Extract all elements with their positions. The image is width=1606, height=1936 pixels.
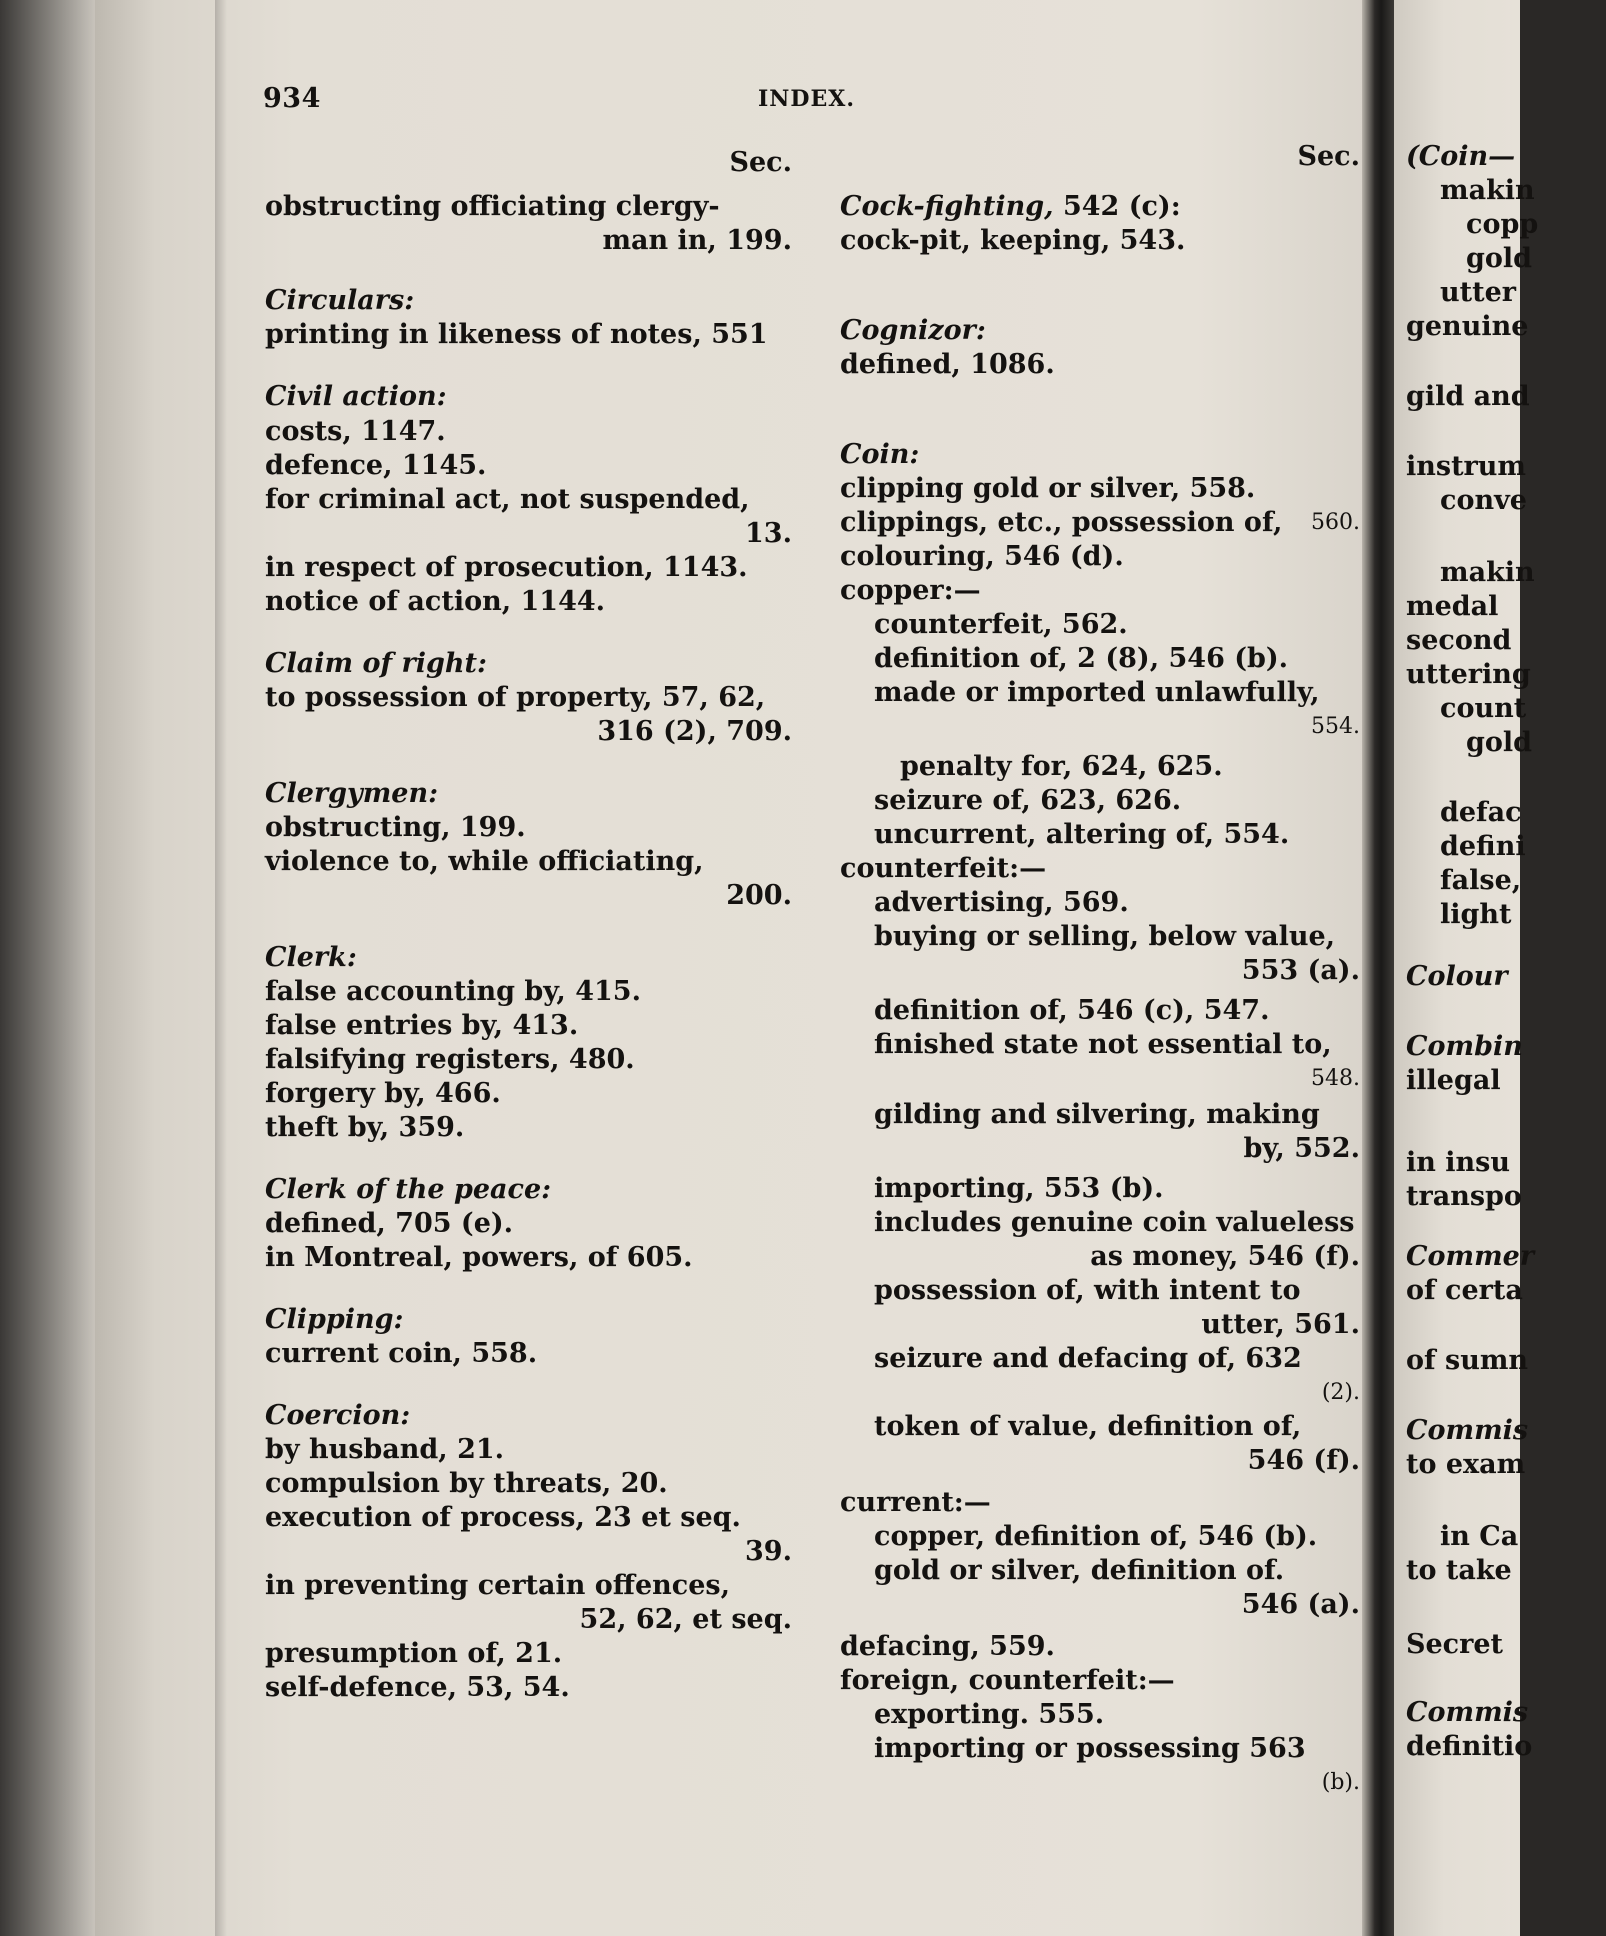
index-entry: obstructing officiating clergy-: [265, 191, 720, 222]
index-entry: exporting. 555.: [874, 1699, 1105, 1730]
index-heading: [1406, 1240, 1534, 1274]
index-entry: 548.: [1311, 1066, 1360, 1091]
index-heading-label: Colour: [1406, 961, 1508, 992]
index-heading: [265, 1173, 551, 1207]
book-spine-shadow: [0, 0, 100, 1936]
index-heading: [265, 647, 487, 681]
index-entry: defac: [1440, 797, 1522, 828]
index-entry: by husband, 21.: [265, 1434, 505, 1465]
index-heading-label: Commis: [1406, 1697, 1529, 1728]
index-entry: made or imported unlawfully,: [874, 677, 1320, 708]
index-entry: medal: [1406, 591, 1499, 622]
index-entry: in Montreal, powers, of 605.: [265, 1242, 693, 1273]
index-heading-label: Clipping:: [265, 1304, 404, 1335]
index-entry: 553 (a).: [1241, 955, 1360, 986]
index-entry: copp: [1466, 209, 1539, 240]
index-heading: [1406, 1030, 1523, 1064]
index-heading-label: Clerk of the peace:: [265, 1174, 552, 1205]
index-entry: copper, definition of, 546 (b).: [874, 1521, 1318, 1552]
index-heading: [1406, 960, 1508, 994]
index-entry: false accounting by, 415.: [265, 976, 641, 1007]
index-entry: importing or possessing 563: [874, 1733, 1306, 1764]
index-heading-label: Clergymen:: [265, 778, 439, 809]
index-entry: 554.: [1311, 714, 1360, 739]
book-gutter: [1362, 0, 1394, 1936]
index-entry: count: [1440, 693, 1527, 724]
sec-label: Sec.: [729, 147, 792, 178]
index-entry: in preventing certain offences,: [265, 1570, 730, 1601]
index-heading-label: Combin: [1406, 1031, 1523, 1062]
index-entry: 13.: [745, 518, 792, 549]
index-entry: as money, 546 (f).: [1090, 1241, 1360, 1272]
index-entry: light: [1440, 899, 1512, 930]
index-entry: second: [1406, 625, 1512, 656]
index-entry: compulsion by threats, 20.: [265, 1468, 668, 1499]
index-entry: gold or silver, definition of.: [874, 1555, 1285, 1586]
index-entry: definition of, 546 (c), 547.: [874, 995, 1270, 1026]
index-entry: 546 (a).: [1241, 1589, 1360, 1620]
index-entry: execution of process, 23 et seq.: [265, 1502, 741, 1533]
index-heading: [840, 190, 1181, 224]
index-entry: seizure of, 623, 626.: [874, 785, 1182, 816]
running-head: INDEX.: [758, 86, 855, 112]
index-entry: theft by, 359.: [265, 1112, 465, 1143]
index-entry: advertising, 569.: [874, 887, 1129, 918]
index-entry: 39.: [745, 1536, 792, 1567]
index-entry: counterfeit, 562.: [874, 609, 1128, 640]
index-entry: definitio: [1406, 1731, 1533, 1762]
index-heading: [265, 941, 357, 975]
index-entry: to possession of property, 57, 62,: [265, 682, 766, 713]
index-entry: current coin, 558.: [265, 1338, 538, 1369]
index-entry: false entries by, 413.: [265, 1010, 579, 1041]
index-heading: [1406, 140, 1515, 174]
index-heading-label: Circulars:: [265, 285, 415, 316]
index-entry: uncurrent, altering of, 554.: [874, 819, 1290, 850]
index-heading-label: Cock-fighting,: [840, 191, 1054, 222]
index-entry: cock-pit, keeping, 543.: [840, 225, 1186, 256]
index-entry: obstructing, 199.: [265, 812, 526, 843]
index-entry: current:—: [840, 1487, 991, 1518]
index-entry: clipping gold or silver, 558.: [840, 473, 1256, 504]
index-entry: in Ca: [1440, 1521, 1519, 1552]
index-entry: (b).: [1321, 1770, 1360, 1795]
index-entry: 316 (2), 709.: [597, 716, 792, 747]
index-entry: conve: [1440, 485, 1527, 516]
index-entry: illegal: [1406, 1065, 1501, 1096]
index-heading: [265, 777, 438, 811]
index-entry: clippings, etc., possession of,: [840, 507, 1283, 538]
index-entry: defacing, 559.: [840, 1631, 1055, 1662]
index-entry: by, 552.: [1243, 1133, 1360, 1164]
index-entry: falsifying registers, 480.: [265, 1044, 635, 1075]
index-entry: defined, 1086.: [840, 349, 1055, 380]
index-entry: man in, 199.: [602, 225, 792, 256]
index-entry: uttering: [1406, 659, 1531, 690]
index-entry: token of value, definition of,: [874, 1411, 1302, 1442]
index-entry: finished state not essential to,: [874, 1029, 1332, 1060]
index-entry: for criminal act, not suspended,: [265, 484, 750, 515]
index-heading: [1406, 1414, 1528, 1448]
index-heading-label: Commis: [1406, 1415, 1529, 1446]
index-entry: defined, 705 (e).: [265, 1208, 514, 1239]
index-entry: in insu: [1406, 1147, 1511, 1178]
index-entry: 546 (f).: [1247, 1445, 1360, 1476]
page-number: 934: [263, 83, 321, 114]
index-entry: colouring, 546 (d).: [840, 541, 1124, 572]
index-entry: Secret: [1406, 1629, 1503, 1660]
index-entry: defence, 1145.: [265, 450, 487, 481]
index-entry: foreign, counterfeit:—: [840, 1665, 1175, 1696]
index-entry: costs, 1147.: [265, 416, 446, 447]
index-heading: [840, 314, 986, 348]
index-heading-label: Coin:: [840, 439, 920, 470]
index-entry: gild and: [1406, 381, 1530, 412]
index-entry: violence to, while officiating,: [265, 846, 704, 877]
index-entry: (2).: [1321, 1380, 1360, 1405]
index-heading: [1406, 1696, 1528, 1730]
index-entry: seizure and defacing of, 632: [874, 1343, 1302, 1374]
index-entry: genuine: [1406, 311, 1529, 342]
index-entry: to take: [1406, 1555, 1512, 1586]
index-entry: importing, 553 (b).: [874, 1173, 1164, 1204]
index-heading: [265, 284, 414, 318]
index-heading-label: Coercion:: [265, 1400, 411, 1431]
index-entry: 560.: [1311, 510, 1360, 535]
index-entry: makin: [1440, 557, 1535, 588]
index-heading: [265, 380, 447, 414]
index-entry: forgery by, 466.: [265, 1078, 501, 1109]
page-edge-shadow: [215, 0, 227, 1936]
index-heading-ref: 542 (c):: [1053, 191, 1181, 222]
index-entry: 200.: [726, 880, 792, 911]
index-entry: notice of action, 1144.: [265, 586, 606, 617]
index-entry: self-defence, 53, 54.: [265, 1672, 570, 1703]
index-entry: possession of, with intent to: [874, 1275, 1301, 1306]
index-entry: presumption of, 21.: [265, 1638, 563, 1669]
index-entry: gilding and silvering, making: [874, 1099, 1320, 1130]
index-entry: in respect of prosecution, 1143.: [265, 552, 748, 583]
index-entry: definition of, 2 (8), 546 (b).: [874, 643, 1289, 674]
index-entry: defini: [1440, 831, 1526, 862]
index-entry: gold: [1466, 243, 1533, 274]
index-heading-label: Commer: [1406, 1241, 1535, 1272]
index-entry: transpo: [1406, 1181, 1522, 1212]
index-heading-label: Civil action:: [265, 381, 447, 412]
index-entry: copper:—: [840, 575, 981, 606]
index-entry: counterfeit:—: [840, 853, 1047, 884]
index-entry: utter, 561.: [1201, 1309, 1360, 1340]
index-heading-label: Clerk:: [265, 942, 357, 973]
index-entry: printing in likeness of notes, 551: [265, 319, 768, 350]
index-entry: utter: [1440, 277, 1516, 308]
index-heading: [265, 1303, 404, 1337]
index-entry: of sumn: [1406, 1345, 1529, 1376]
index-heading: [840, 438, 919, 472]
index-entry: of certa: [1406, 1275, 1523, 1306]
index-entry: makin: [1440, 175, 1535, 206]
index-entry: includes genuine coin valueless: [874, 1207, 1355, 1238]
index-entry: false,: [1440, 865, 1522, 896]
index-heading-label: (Coin—: [1406, 141, 1516, 172]
index-heading-label: Cognizor:: [840, 315, 986, 346]
index-heading: [265, 1399, 410, 1433]
index-entry: buying or selling, below value,: [874, 921, 1336, 952]
index-entry: to exam: [1406, 1449, 1526, 1480]
index-heading-label: Claim of right:: [265, 648, 487, 679]
index-entry: penalty for, 624, 625.: [900, 751, 1223, 782]
index-entry: 52, 62, et seq.: [579, 1604, 792, 1635]
index-entry: gold: [1466, 727, 1533, 758]
sec-label: Sec.: [1297, 141, 1360, 172]
index-entry: instrum: [1406, 451, 1526, 482]
